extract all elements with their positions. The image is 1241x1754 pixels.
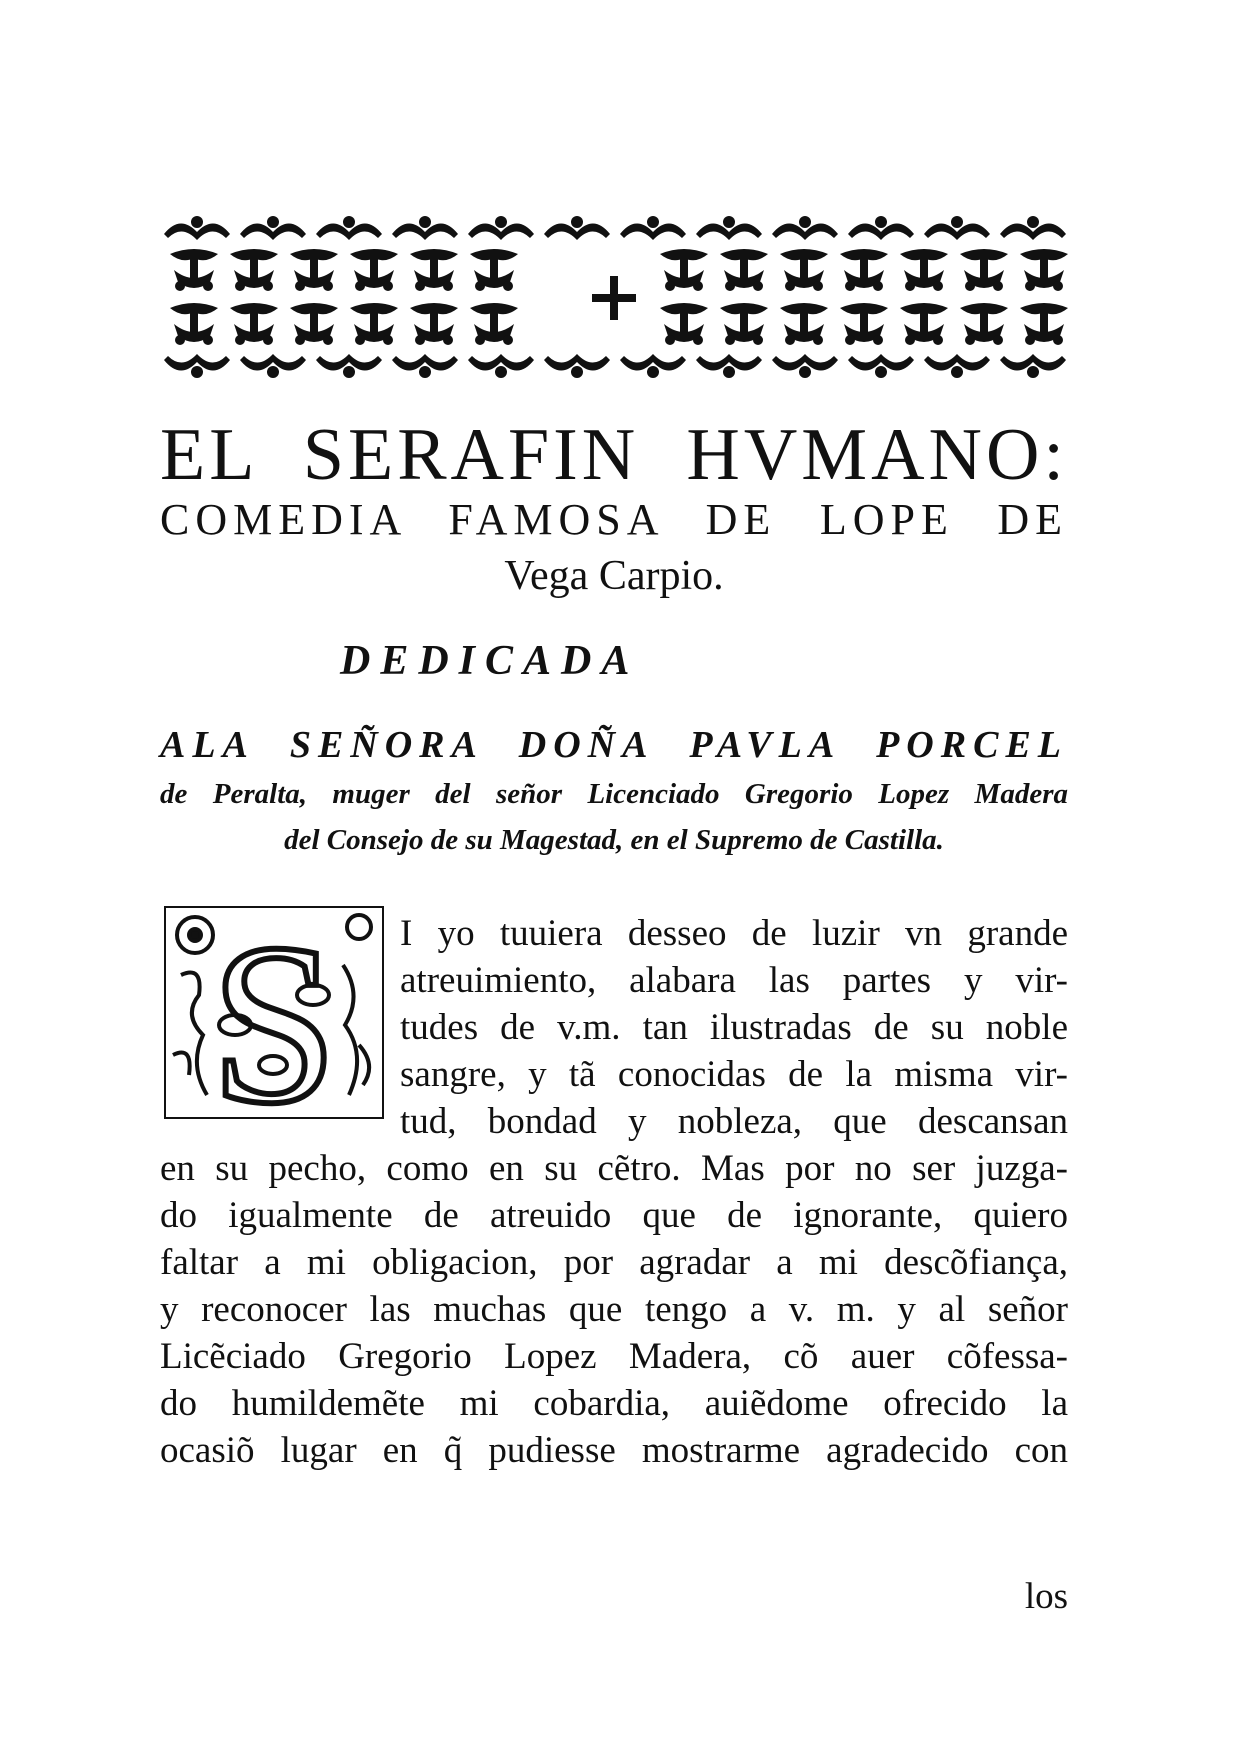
page-title: EL SERAFIN HVMANO: bbox=[160, 414, 1068, 496]
body-line-2: atreuimiento, alabara las partes y vir- bbox=[400, 960, 1068, 1001]
body-line-12: ocasiõ lugar en q̃ pudiesse mostrarme agradecido con bbox=[160, 1430, 1068, 1471]
catchword: los bbox=[1024, 1576, 1068, 1617]
dedication-line-3: del Consejo de su Magestad, en el Supremo de Castilla. bbox=[284, 824, 944, 856]
body-line-8: faltar a mi obligacion, por agradar a mi descõfiança, bbox=[160, 1242, 1068, 1283]
decorated-initial bbox=[163, 905, 385, 1120]
body-line-1: I yo tuuiera desseo de luzir vn grande bbox=[400, 913, 1068, 954]
body-line-6: en su pecho, como en su cẽtro. Mas por no ser juzga- bbox=[160, 1148, 1068, 1189]
ornamental-header-band bbox=[160, 212, 1068, 384]
body-line-10: Licẽciado Gregorio Lopez Madera, cõ auer cõfessa- bbox=[160, 1336, 1068, 1377]
body-line-7: do igualmente de atreuido que de ignorante, quiero bbox=[160, 1195, 1068, 1236]
dedication-line-1: ALA SEÑORA DOÑA PAVLA PORCEL bbox=[160, 724, 1068, 766]
body-line-4: sangre, y tã conocidas de la misma vir- bbox=[400, 1054, 1068, 1095]
dedication-heading: DEDICADA bbox=[340, 638, 640, 684]
dedication-line-2: de Peralta, muger del señor Licenciado Gregorio Lopez Madera bbox=[160, 778, 1068, 810]
page-subtitle: COMEDIA FAMOSA DE LOPE DE bbox=[160, 495, 1068, 544]
initial-letter: S bbox=[210, 905, 338, 1120]
author-line: Vega Carpio. bbox=[504, 553, 724, 599]
body-line-5: tud, bondad y nobleza, que descansan bbox=[400, 1101, 1068, 1142]
body-line-3: tudes de v.m. tan ilustradas de su noble bbox=[400, 1007, 1068, 1048]
body-line-11: do humildemẽte mi cobardia, auiẽdome ofrecido la bbox=[160, 1383, 1068, 1424]
body-line-9: y reconocer las muchas que tengo a v. m. y al señor bbox=[160, 1289, 1068, 1330]
